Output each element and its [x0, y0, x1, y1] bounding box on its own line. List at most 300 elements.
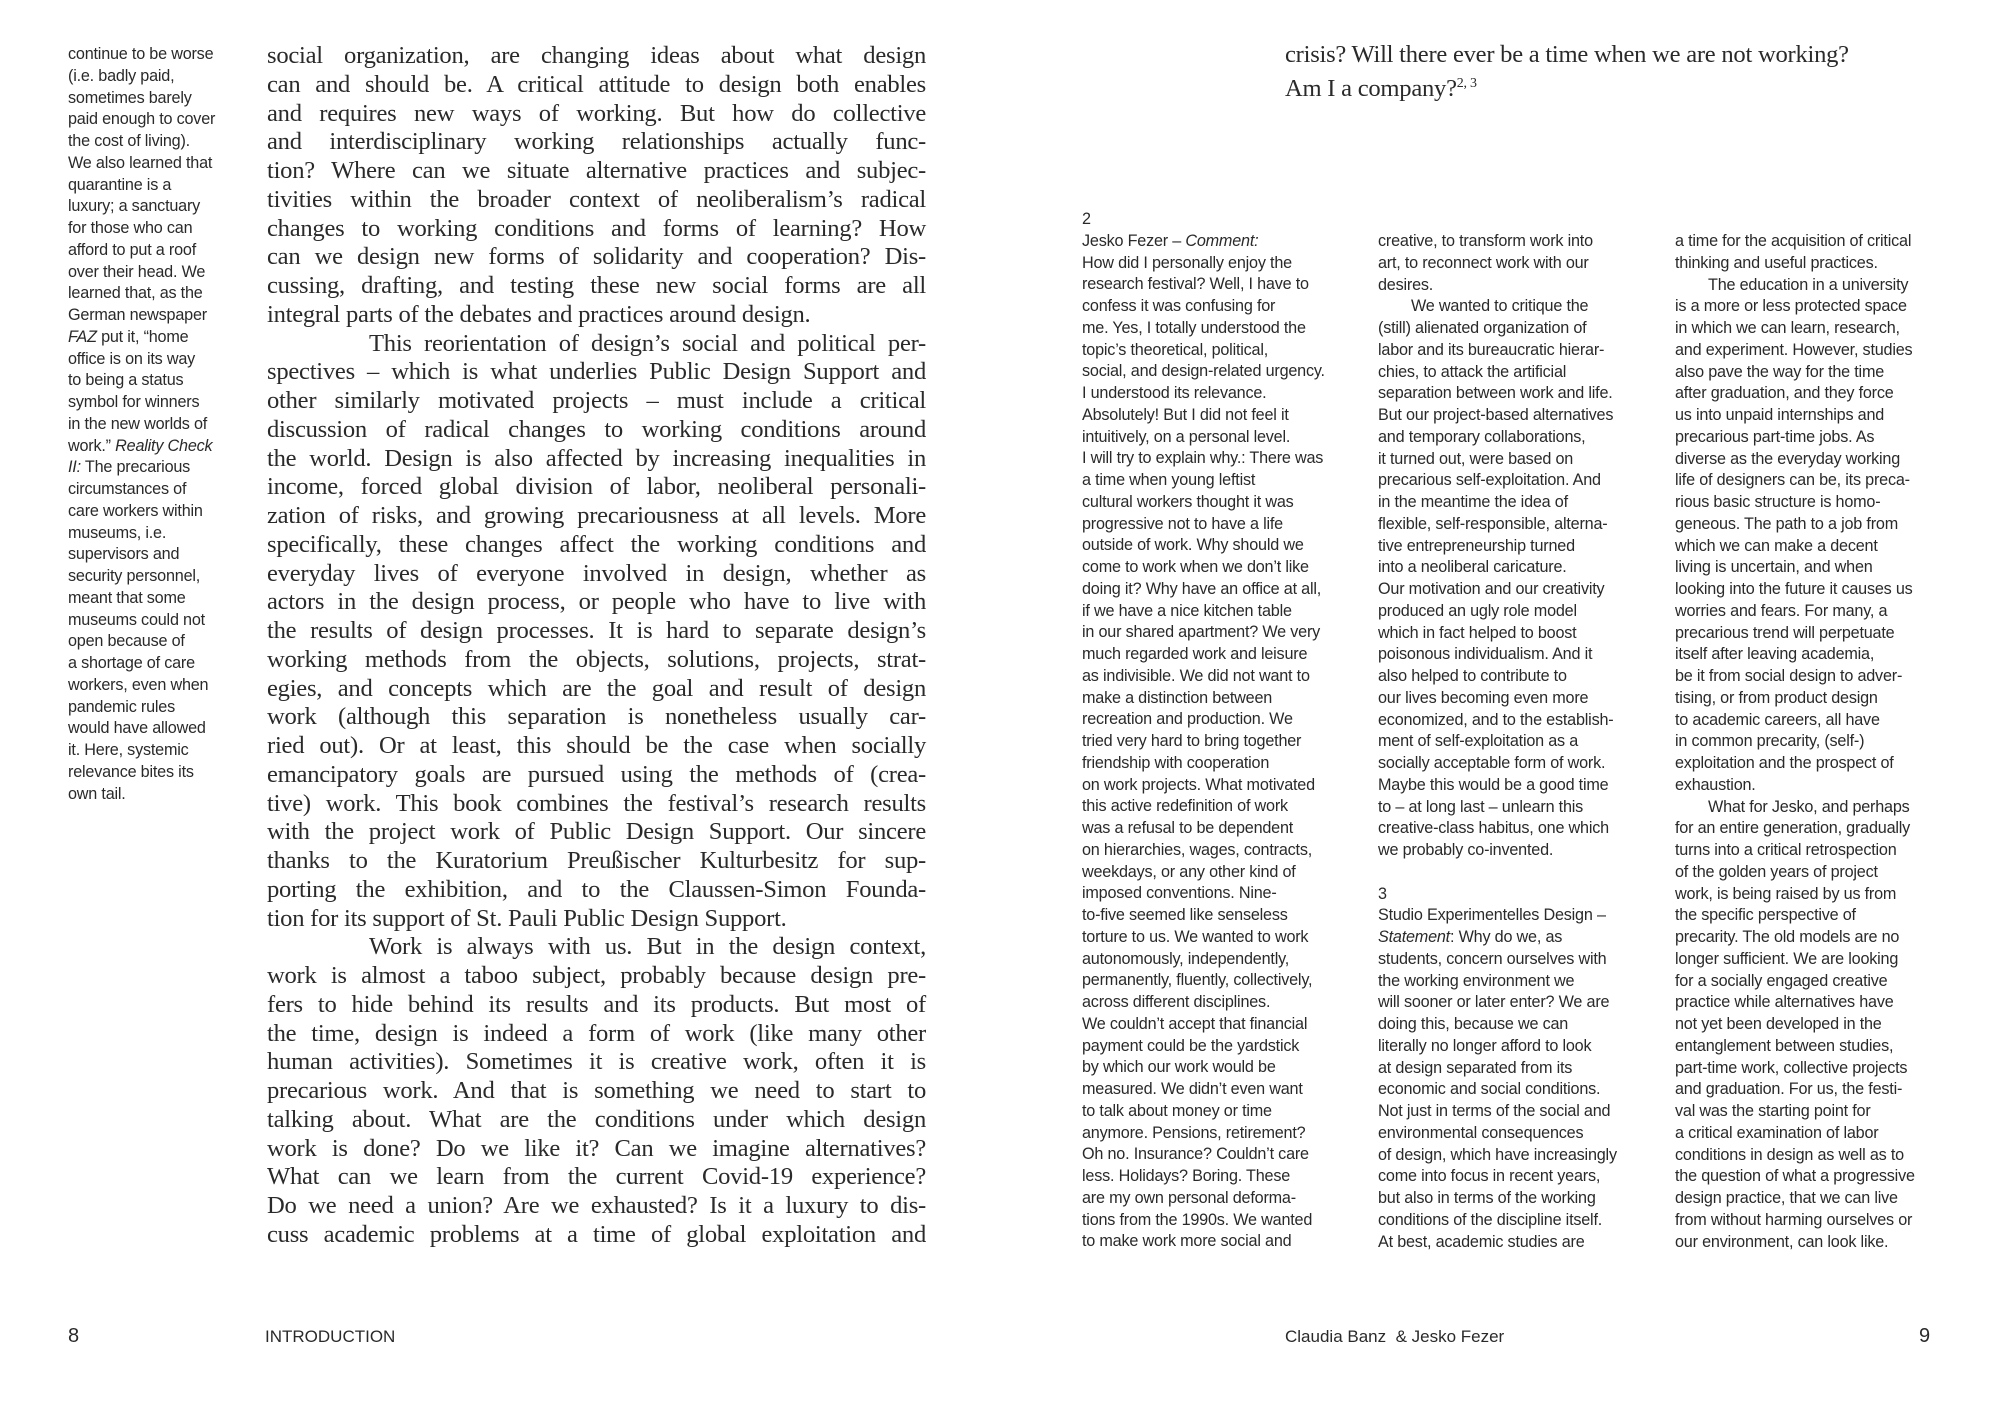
text-run: and graduation. For us, the festi- [1675, 1080, 1903, 1099]
body-text-line [267, 818, 926, 847]
text-run: What for Jesko, and perhaps [1708, 797, 1910, 816]
text-run: relevance bites its [68, 762, 194, 781]
text-run: paid enough to cover [68, 110, 216, 129]
footnote-line [1082, 818, 1372, 840]
body-text-line [267, 531, 926, 560]
text-run: care workers within [68, 501, 203, 520]
footnote-line [1082, 579, 1372, 601]
text-run: pandemic rules [68, 697, 175, 716]
footnote-line [1082, 753, 1372, 775]
text-run: open because of [68, 632, 185, 651]
footnote-line [1082, 862, 1372, 884]
text-run: measured. We didn’t even want [1082, 1080, 1303, 1098]
text-run: topic’s theoretical, political, [1082, 340, 1269, 359]
footnote-line [1082, 274, 1372, 296]
footnote-line [1378, 971, 1668, 993]
text-run: which in fact helped to boost [1378, 623, 1577, 642]
footnote-line [1675, 405, 1965, 427]
text-run: afford to put a roof [68, 240, 196, 259]
footnote-line [1675, 797, 1965, 819]
text-run: our lives becoming even more [1378, 688, 1589, 707]
footnote-line [1675, 514, 1965, 536]
text-run: spectives – which is what underlies Public Design Support and [267, 358, 926, 386]
margin-note-line [68, 392, 238, 414]
text-run: meant that some [68, 588, 186, 607]
footnote-line [1675, 710, 1965, 732]
footnote-line [1082, 318, 1372, 340]
text-run: Maybe this would be a good time [1378, 775, 1609, 794]
footnote-line [1675, 1145, 1965, 1167]
body-text-line [1285, 70, 1965, 104]
footnote-line [1082, 927, 1372, 949]
text-run: we probably co-invented. [1378, 841, 1554, 859]
body-text-line [267, 703, 926, 732]
footnote-line [1675, 862, 1965, 884]
text-run: Our motivation and our creativity [1378, 580, 1605, 598]
text-run: weekdays, or any other kind of [1082, 862, 1296, 881]
margin-note-line [68, 501, 238, 523]
text-run: fers to hide behind its results and its products. But most of [267, 990, 926, 1018]
footnote-line [1378, 840, 1668, 862]
italic-text: Comment: [1185, 231, 1259, 250]
margin-note-line [68, 544, 238, 566]
footnote-line [1675, 1014, 1965, 1036]
margin-note-line [68, 131, 238, 153]
body-text-line [267, 1106, 926, 1135]
text-run: circumstances of [68, 480, 187, 498]
text-run: discussion of radical changes to working conditions around [267, 415, 926, 443]
text-run: payment could be the yardstick [1082, 1036, 1300, 1055]
footnote-column-2 [1378, 231, 1668, 1253]
text-run: life of designers can be, its preca- [1675, 471, 1910, 490]
text-run: at design separated from its [1378, 1058, 1573, 1077]
footnote-line [1082, 666, 1372, 688]
footnote-line [1675, 231, 1965, 253]
footnote-line [1378, 1079, 1668, 1101]
text-run: rious basic structure is homo- [1675, 493, 1881, 511]
text-run: precarious trend will perpetuate [1675, 623, 1895, 642]
main-body-text [267, 42, 926, 1250]
text-run: sometimes barely [68, 88, 192, 107]
footnote-line [1082, 1057, 1372, 1079]
margin-note-line [68, 479, 238, 501]
footnote-reference[interactable]: 2, 3 [1456, 75, 1477, 91]
text-run: the results of design processes. It is hard to separate design’s [267, 617, 926, 644]
running-head-left: INTRODUCTION [265, 1327, 396, 1346]
text-run: into a neoliberal caricature. [1378, 558, 1567, 577]
text-run: us into unpaid internships and [1675, 406, 1885, 424]
body-text-line [267, 1221, 926, 1250]
text-run: egies, and concepts which are the goal and result of design [267, 674, 926, 702]
text-run: this active redefinition of work [1082, 797, 1288, 816]
text-run: practice while alternatives have [1675, 993, 1894, 1012]
margin-note-line [68, 675, 238, 697]
body-text-line [267, 646, 926, 675]
footnote-line [1675, 949, 1965, 971]
text-run: tion for its support of St. Pauli Public Design Support. [267, 904, 787, 932]
footnote-line [1378, 449, 1668, 471]
footnote-line [1675, 1123, 1965, 1145]
text-run: will sooner or later enter? We are [1378, 993, 1610, 1012]
margin-note-line [68, 349, 238, 371]
text-run: ried out). Or at least, this should be the case when socially [267, 732, 926, 759]
footnote-line [1082, 601, 1372, 623]
body-text-line [267, 905, 926, 934]
body-text-line [267, 588, 926, 617]
footnote-line [1675, 362, 1965, 384]
margin-note-line [68, 109, 238, 131]
text-run: to make work more social and [1082, 1232, 1292, 1251]
text-run: in which we can learn, research, [1675, 319, 1900, 337]
footnote-line [1675, 601, 1965, 623]
text-run: and interdisciplinary working relationships actually func- [267, 128, 926, 156]
footnote-line [1378, 492, 1668, 514]
body-text-line [267, 445, 926, 474]
text-run: are my own personal deforma- [1082, 1188, 1296, 1207]
footnote-line [1378, 797, 1668, 819]
footnote-line [1082, 1188, 1372, 1210]
footnote-line [1082, 557, 1372, 579]
margin-note-line [68, 370, 238, 392]
text-run: Do we need a union? Are we exhausted? Is it a luxury to dis- [267, 1192, 926, 1219]
footnote-line [1675, 992, 1965, 1014]
text-run: thinking and useful practices. [1675, 253, 1878, 272]
body-text-line [267, 1020, 926, 1049]
body-text-line [1285, 41, 1965, 70]
text-run: tive) work. This book combines the festival’s research results [267, 789, 926, 817]
body-text-line [267, 502, 926, 531]
footnote-line [1378, 1210, 1668, 1232]
footnote-line [1675, 731, 1965, 753]
footnote-line [1082, 644, 1372, 666]
footnote-line [1378, 579, 1668, 601]
page-number-right: 9 [1919, 1325, 1931, 1347]
footnote-line [1378, 905, 1668, 927]
body-text-line [267, 732, 926, 761]
text-run: itself after leaving academia, [1675, 645, 1875, 664]
margin-note-line [68, 88, 238, 110]
margin-note-line [68, 436, 238, 458]
text-run: the time, design is indeed a form of work (like many other [267, 1019, 926, 1047]
body-text-line [267, 301, 926, 330]
text-run: a time for the acquisition of critical [1675, 232, 1912, 250]
text-run: also pave the way for the time [1675, 362, 1885, 381]
margin-note-line [68, 718, 238, 740]
text-run: on hierarchies, wages, contracts, [1082, 840, 1313, 859]
footnote-line [1082, 905, 1372, 927]
footnote-line [1675, 905, 1965, 927]
text-run: separation between work and life. [1378, 384, 1613, 403]
text-run: Absolutely! But I did not feel it [1082, 405, 1289, 424]
text-run: after graduation, and they force [1675, 384, 1894, 403]
footnote-line [1082, 1101, 1372, 1123]
text-run: the working environment we [1378, 971, 1575, 990]
text-run: work (although this separation is nonetheless usually car- [267, 703, 926, 731]
text-run: was a refusal to be dependent [1082, 819, 1294, 837]
footnote-line [1378, 644, 1668, 666]
body-text-line [267, 933, 926, 962]
text-run: come to work when we don’t like [1082, 558, 1309, 576]
margin-note-line [68, 697, 238, 719]
text-run: The precarious [80, 458, 191, 477]
footnote-line [1082, 470, 1372, 492]
body-text-line [267, 1077, 926, 1106]
text-run: make a distinction between [1082, 688, 1273, 707]
body-text-line [267, 617, 926, 646]
text-run: of design, which have increasingly [1378, 1145, 1617, 1164]
footnote-line [1378, 818, 1668, 840]
text-run: I understood its relevance. [1082, 384, 1267, 402]
page-number-left: 8 [68, 1325, 80, 1347]
text-run: if we have a nice kitchen table [1082, 601, 1292, 620]
footnote-line [1082, 796, 1372, 818]
text-run: looking into the future it causes us [1675, 580, 1913, 598]
body-text-line [267, 387, 926, 416]
text-run: me. Yes, I totally understood the [1082, 318, 1306, 337]
text-run: The education in a university [1708, 275, 1909, 294]
text-run: economic and social conditions. [1378, 1080, 1601, 1099]
text-run: Work is always with us. But in the design context, [369, 933, 926, 961]
text-run: to-five seemed like senseless [1082, 906, 1288, 924]
text-run: can and should be. A critical attitude to design both enables [267, 70, 926, 98]
text-run: (still) alienated organization of [1378, 319, 1587, 337]
text-run: but also in terms of the working [1378, 1189, 1596, 1207]
text-run: conditions of the discipline itself. [1378, 1210, 1603, 1229]
footnote-line [1378, 731, 1668, 753]
text-run: to academic careers, all have [1675, 710, 1880, 729]
footnote-line [1082, 840, 1372, 862]
text-run: in the meantime the idea of [1378, 493, 1568, 511]
footnote-line [1378, 318, 1668, 340]
text-run: for a socially engaged creative [1675, 971, 1888, 990]
footnote-line [1082, 1014, 1372, 1036]
text-run: learned that, as the [68, 284, 203, 303]
footnote-column-1 [1082, 209, 1372, 1253]
footnote-line [1675, 557, 1965, 579]
margin-note-line [68, 762, 238, 784]
text-run: students, concern ourselves with [1378, 949, 1607, 968]
body-text-line [267, 215, 926, 244]
text-run: imposed conventions. Nine- [1082, 884, 1277, 903]
footnote-line [1675, 1166, 1965, 1188]
text-run: museums, i.e. [68, 523, 167, 542]
margin-note-line [68, 457, 238, 479]
margin-note-line [68, 66, 238, 88]
footnote-line [1378, 362, 1668, 384]
margin-note-line [68, 566, 238, 588]
margin-note-line [68, 327, 238, 349]
footnote-line [1378, 1014, 1668, 1036]
footnote-line [1378, 1166, 1668, 1188]
text-run: exploitation and the prospect of [1675, 754, 1894, 772]
footnote-line [1675, 644, 1965, 666]
text-run: thanks to the Kuratorium Preußischer Kulturbesitz for sup- [267, 847, 926, 874]
body-text-line [267, 991, 926, 1020]
footnote-line [1378, 666, 1668, 688]
footnote-line [1082, 361, 1372, 383]
text-run: with the project work of Public Design Support. Our sincere [267, 818, 926, 846]
footnote-line [1675, 470, 1965, 492]
text-run: which we can make a decent [1675, 536, 1878, 555]
text-run: on work projects. What motivated [1082, 775, 1315, 794]
footnote-line [1675, 753, 1965, 775]
footnote-line [1082, 775, 1372, 797]
text-run: by which our work would be [1082, 1058, 1276, 1077]
margin-note-line [68, 653, 238, 675]
margin-note-line [68, 631, 238, 653]
footnote-line [1675, 383, 1965, 405]
text-run: friendship with cooperation [1082, 753, 1270, 772]
footnote-line [1378, 688, 1668, 710]
footnote-line [1675, 818, 1965, 840]
text-run: the world. Design is also affected by increasing inequalities in [267, 444, 926, 472]
text-run: symbol for winners [68, 393, 200, 411]
text-run: ment of self-exploitation as a [1378, 732, 1579, 751]
text-run: (i.e. badly paid, [68, 66, 175, 85]
footnote-line [1082, 1079, 1372, 1101]
footnote-line [1378, 775, 1668, 797]
footnote-line [1082, 1036, 1372, 1058]
body-text-line [267, 330, 926, 359]
text-run: everyday lives of everyone involved in design, whether as [267, 559, 926, 587]
text-run: own tail. [68, 784, 126, 803]
margin-note-line [68, 305, 238, 327]
footnote-line [1675, 492, 1965, 514]
footnote-line [1675, 536, 1965, 558]
italic-text: FAZ [68, 327, 97, 346]
text-run: work is done? Do we like it? Can we imagine alternatives? [267, 1134, 926, 1162]
text-run: cultural workers thought it was [1082, 492, 1294, 511]
text-run: anymore. Pensions, retirement? [1082, 1123, 1306, 1142]
footnote-line [1082, 231, 1372, 253]
text-run: literally no longer afford to look [1378, 1036, 1592, 1055]
footnote-line [1378, 1123, 1668, 1145]
footnote-line [1378, 753, 1668, 775]
footnote-line [1675, 1058, 1965, 1080]
text-run: supervisors and [68, 545, 180, 564]
body-text-line [267, 186, 926, 215]
footnote-line [1378, 514, 1668, 536]
text-run: continue to be worse [68, 45, 214, 63]
footnote-line [1082, 296, 1372, 318]
text-run: creative, to transform work into [1378, 232, 1593, 250]
footnote-line [1378, 383, 1668, 405]
footnote-line [1082, 340, 1372, 362]
text-run: art, to reconnect work with our [1378, 253, 1589, 272]
text-run: : Why do we, as [1449, 928, 1563, 946]
text-run: social, and design-related urgency. [1082, 362, 1325, 381]
body-text-line [267, 272, 926, 301]
text-run: changes to working conditions and forms of learning? How [267, 214, 926, 242]
text-run: it turned out, were based on [1378, 449, 1574, 468]
body-text-line [267, 675, 926, 704]
footnote-line [1378, 862, 1668, 884]
text-run: torture to us. We wanted to work [1082, 927, 1309, 946]
text-run: economized, and to the establish- [1378, 710, 1614, 729]
text-run: social organization, are changing ideas about what design [267, 42, 926, 69]
text-run: a shortage of care [68, 654, 195, 672]
footnote-line [1378, 1036, 1668, 1058]
text-run: would have allowed [68, 719, 206, 738]
text-run: poisonous individualism. And it [1378, 645, 1593, 664]
text-run: 3 [1378, 884, 1387, 903]
footnote-line [1675, 666, 1965, 688]
margin-note-line [68, 414, 238, 436]
text-run: emancipatory goals are pursued using the methods of (crea- [267, 760, 926, 788]
footnote-line [1378, 557, 1668, 579]
text-run: luxury; a sanctuary [68, 197, 201, 216]
body-text-line [267, 847, 926, 876]
text-run: val was the starting point for [1675, 1102, 1871, 1120]
footnote-line [1378, 296, 1668, 318]
margin-note-line [68, 283, 238, 305]
text-run: the cost of living). [68, 132, 190, 150]
text-run: specifically, these changes affect the working conditions and [267, 530, 926, 558]
text-run: doing this, because we can [1378, 1015, 1569, 1033]
footnote-line [1675, 840, 1965, 862]
text-run: conditions in design as well as to [1675, 1145, 1904, 1164]
text-run: our environment, can look like. [1675, 1232, 1889, 1251]
italic-text: Statement [1378, 928, 1450, 946]
footnote-line [1378, 1058, 1668, 1080]
body-text-line [267, 1048, 926, 1077]
footnote-line [1675, 623, 1965, 645]
text-run: and experiment. However, studies [1675, 340, 1913, 359]
text-run: What can we learn from the current Covid-19 experience? [267, 1163, 926, 1191]
footnote-line [1378, 992, 1668, 1014]
footnote-line [1378, 340, 1668, 362]
text-run: integral parts of the debates and practices around design. [267, 300, 811, 328]
text-run: 2 [1082, 210, 1091, 228]
body-text-line [267, 560, 926, 589]
text-run: tising, or from product design [1675, 688, 1878, 707]
text-run: work.” [68, 436, 116, 455]
text-run: not yet been developed in the [1675, 1015, 1882, 1033]
text-run: recreation and production. We [1082, 710, 1293, 729]
margin-note-line [68, 240, 238, 262]
footnote-line [1082, 883, 1372, 905]
text-run: outside of work. Why should we [1082, 536, 1304, 555]
footnote-line [1082, 949, 1372, 971]
text-run: precarious work. And that is something we need to start to [267, 1077, 926, 1104]
text-run: intuitively, on a personal level. [1082, 427, 1291, 446]
text-run: zation of risks, and growing precariousness at all levels. More [267, 502, 926, 529]
footnote-line [1082, 209, 1372, 231]
footnote-line [1378, 275, 1668, 297]
body-text-line [267, 100, 926, 129]
text-run: come into focus in recent years, [1378, 1167, 1601, 1186]
footnote-line [1082, 427, 1372, 449]
margin-note-line [68, 153, 238, 175]
text-run: actors in the design process, or people who have to live with [267, 588, 926, 616]
text-run: in common precarity, (self-) [1675, 732, 1865, 751]
text-run: entanglement between studies, [1675, 1036, 1894, 1055]
text-run: human activities). Sometimes it is creative work, often it is [267, 1048, 926, 1076]
text-run: also helped to contribute to [1378, 667, 1567, 685]
text-run: labor and its bureaucratic hierar- [1378, 340, 1605, 359]
text-run: other similarly motivated projects – must include a critical [267, 387, 926, 414]
text-run: work is almost a taboo subject, probably because design pre- [267, 962, 926, 989]
footnote-line [1378, 1232, 1668, 1254]
text-run: across different disciplines. [1082, 993, 1271, 1011]
footnote-line [1675, 1232, 1965, 1254]
text-run: to being a status [68, 371, 184, 390]
text-run: Oh no. Insurance? Couldn’t care [1082, 1145, 1309, 1164]
text-run: I will try to explain why.: There was [1082, 449, 1324, 468]
text-run: But our project-based alternatives [1378, 406, 1614, 424]
footnote-line [1378, 710, 1668, 732]
text-run: it. Here, systemic [68, 741, 189, 759]
